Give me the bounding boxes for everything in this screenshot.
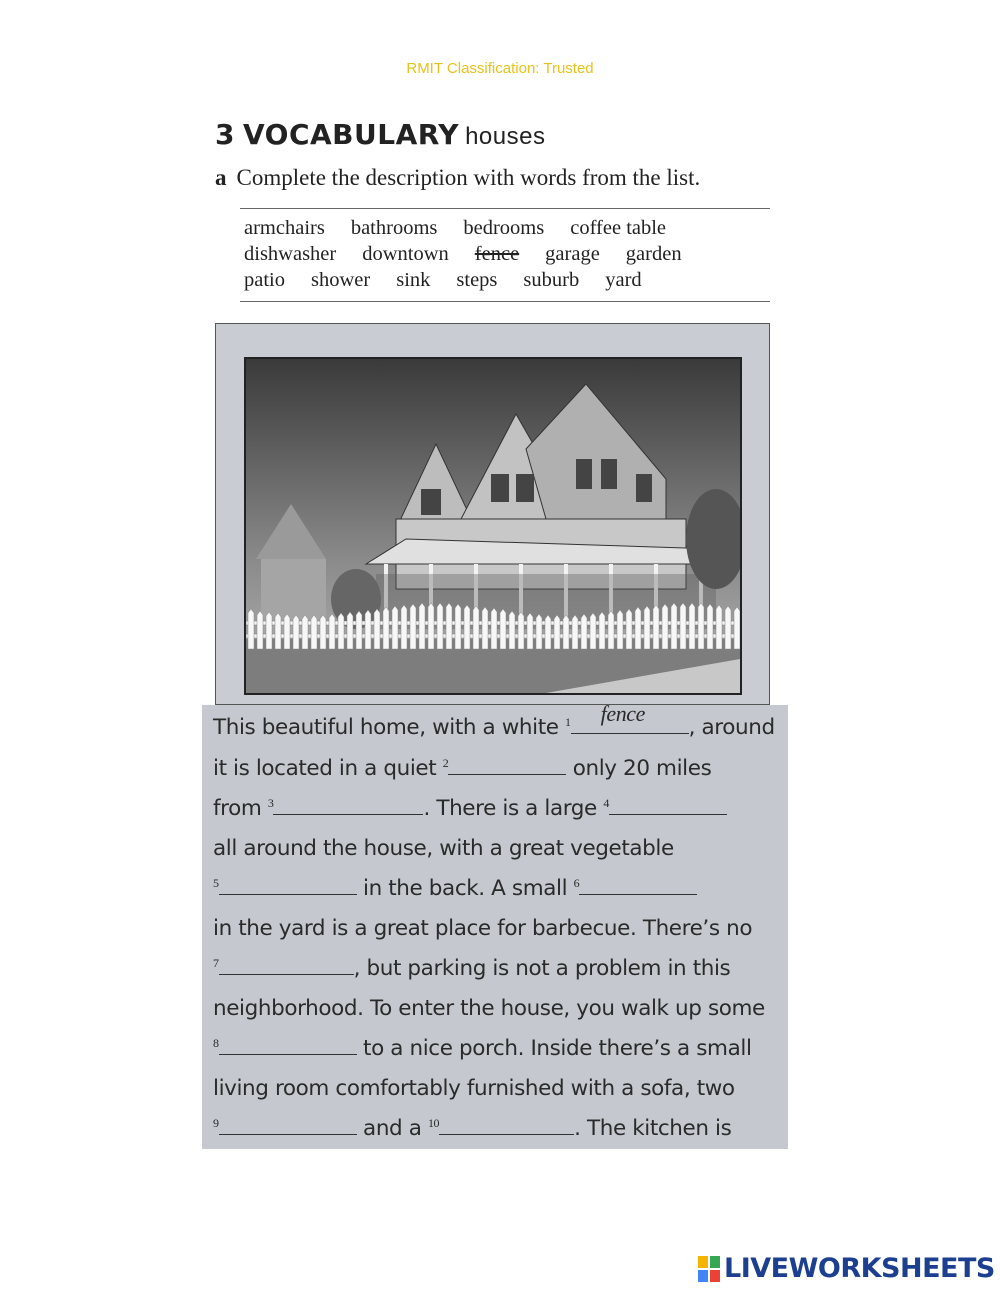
fence-picket [437,603,443,649]
passage-text: to a nice porch. Inside there’s a small [356,1036,752,1062]
gap-5-blank[interactable] [219,876,357,895]
passage-text: This beautiful home, with a white [213,715,566,741]
gap-number: 1 [565,715,571,729]
word-row [244,241,770,267]
passage-text: living room comfortably furnished with a sofa, two [213,1076,735,1101]
fence-picket [365,610,371,649]
passage-panel [202,701,788,1149]
word-item: yard [605,269,642,291]
logo-text: LIVEWORKSHEETS [724,1253,995,1284]
gap-7-blank[interactable] [219,956,354,975]
word-row [244,215,770,241]
fence-picket [491,608,497,649]
fence-picket [617,610,623,649]
fence-picket [680,603,686,649]
fence-picket [707,604,713,649]
passage-line [213,796,727,821]
word-row [244,267,770,293]
instruction-text: Complete the description with words from the list. [236,165,701,190]
fence-picket [428,603,434,649]
house-illustration [246,359,740,693]
word-item: bathrooms [350,217,438,239]
fence-picket [563,615,569,649]
word-item: suburb [523,269,580,291]
passage-line [213,996,765,1021]
fence-picket [329,614,335,649]
section-subtitle: houses [465,123,546,150]
word-item: patio [244,269,285,291]
house-photo [244,357,742,695]
word-item: shower [311,269,371,291]
fence-picket [725,606,731,649]
fence-picket [698,603,704,649]
fence-picket [248,609,254,649]
fence-picket [473,606,479,649]
gap-9-blank[interactable] [219,1116,357,1135]
passage-text: from [213,796,268,822]
gap-number: 10 [427,1116,440,1130]
fence-picket [266,612,272,649]
fence-picket [608,611,614,649]
gap-number: 3 [267,796,274,810]
classification-label: RMIT Classification: Trusted [406,60,594,77]
passage-text: , around [688,715,775,741]
fence-picket [401,605,407,649]
fence-picket [320,615,326,649]
passage-text: . The kitchen is [574,1116,732,1142]
passage-text: in the yard is a great place for barbecue. There’s no [213,916,753,941]
passage-line [213,701,775,741]
fence-picket [464,605,470,649]
fence-picket [635,607,641,649]
passage-line [213,756,711,781]
fence-picket [590,613,596,649]
fence-picket [257,611,263,649]
gap-number: 4 [603,796,609,810]
section-title [215,118,545,151]
word-item: bedrooms [463,217,545,239]
gap-number: 7 [213,956,219,970]
fence-picket [644,606,650,649]
fence-picket [509,611,515,649]
gap-1-blank[interactable] [571,701,689,734]
fence-picket [518,612,524,649]
passage-line [213,876,697,901]
fence-picket [554,615,560,649]
fence-picket [671,603,677,649]
fence-picket [527,613,533,649]
word-list-box [240,208,770,302]
passage-text: in the back. A small [356,876,574,902]
fence-picket [653,605,659,649]
logo-tile [710,1256,720,1268]
fence-picket [572,615,578,649]
gap-number: 6 [573,876,580,890]
logo-tile [698,1256,708,1268]
gap-number: 8 [213,1036,219,1050]
fence-picket [284,614,290,649]
photo-frame [215,323,770,705]
fence-picket [599,612,605,649]
fence-picket [410,604,416,649]
fence-picket [275,613,281,649]
liveworksheets-logo[interactable] [698,1253,995,1284]
section-heading: VOCABULARY [242,118,460,151]
word-item: garden [625,243,682,265]
instruction-letter: a [215,165,227,190]
passage-line [213,1036,752,1061]
passage-text: all around the house, with a great vegetable [213,836,674,861]
fence-picket [536,614,542,649]
gap-number: 5 [213,876,219,890]
fence-picket [482,607,488,649]
passage-text: , but parking is not a problem in this [353,956,731,982]
gap-8-blank[interactable] [219,1036,357,1055]
fence-picket [293,615,299,649]
word-item: garage [545,243,600,265]
word-item: steps [456,269,498,291]
logo-tile [698,1270,708,1282]
gap-4-blank[interactable] [609,796,727,815]
fence-picket [455,604,461,649]
passage-line [213,956,730,981]
passage-line [213,1116,731,1141]
fence-picket [545,615,551,649]
fence-picket [311,615,317,649]
fence-picket [500,609,506,649]
word-item: armchairs [244,217,325,239]
passage-text: and a [356,1116,428,1142]
passage-line [213,1076,735,1101]
word-item: sink [396,269,431,291]
fence-picket [689,603,695,649]
fence-picket [392,606,398,649]
passage-line [213,916,752,941]
word-item: dishwasher [244,243,337,265]
gap-number: 9 [213,1116,219,1130]
passage-text: . There is a large [423,796,604,822]
passage-text: it is located in a quiet [213,756,443,782]
logo-tile [710,1270,720,1282]
fence-picket [662,604,668,649]
fence-picket [734,607,740,649]
gap-10-blank[interactable] [439,1116,574,1135]
word-item-struck: fence [474,243,520,265]
fence-picket [302,615,308,649]
word-item: coffee table [570,217,667,239]
gap-6-blank[interactable] [579,876,697,895]
fence-picket [419,603,425,649]
fence-picket [356,611,362,649]
fence-picket [626,609,632,649]
word-item: downtown [362,243,449,265]
passage-text: neighborhood. To enter the house, you walk up some [213,996,765,1021]
gap-1-answer: fence [600,701,646,727]
gap-number: 2 [442,756,449,770]
fence-picket [446,603,452,649]
fence-picket [374,609,380,649]
fence-picket [347,612,353,649]
fence-picket [716,605,722,649]
instruction [215,165,700,191]
passage-text: only 20 miles [566,756,712,782]
gap-2-blank[interactable] [448,756,566,775]
section-number: 3 [215,118,235,151]
gap-3-blank[interactable] [273,796,423,815]
passage-line [213,836,674,861]
fence-picket [581,614,587,649]
fence-picket [338,613,344,649]
fence-picket [383,607,389,649]
liveworksheets-logo-icon [698,1256,720,1282]
